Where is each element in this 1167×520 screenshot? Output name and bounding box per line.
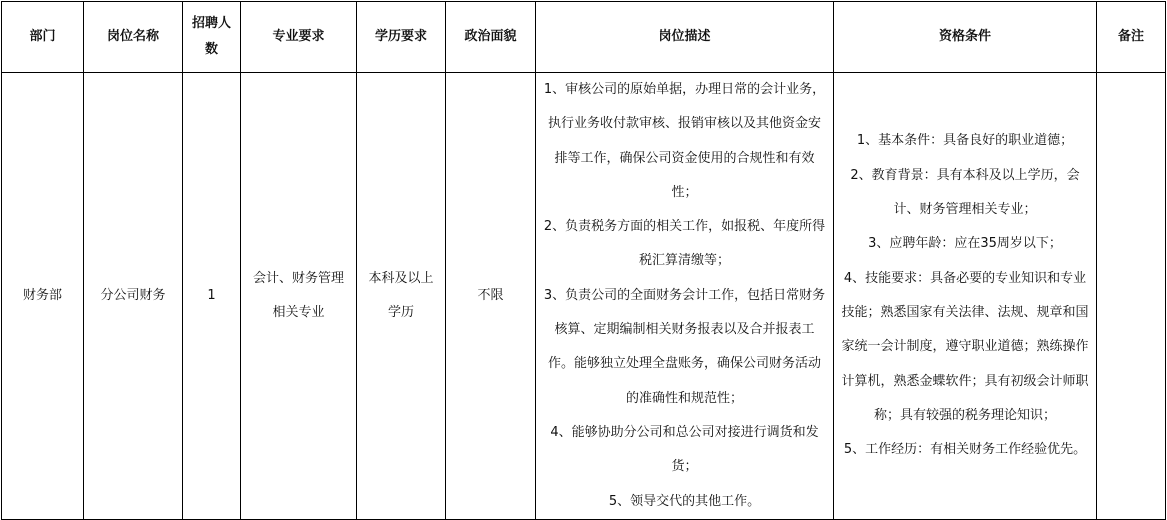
cell-count: 1: [183, 73, 241, 520]
qualification-item: 1、基本条件：具备良好的职业道德；: [856, 133, 1074, 149]
cell-education-line1: 本科及以上: [368, 270, 434, 286]
header-count: [183, 2, 241, 73]
qualification-item: 5、工作经历：有相关财务工作经验优先。: [843, 442, 1087, 458]
header-description: 岗位描述: [536, 2, 834, 73]
description-item: 1、审核公司的原始单据，办理日常的会计业务，执行业务收付款审核、报销审核以及其他资金安排等工作，确保公司资金使用的合规性和有效性；: [543, 82, 826, 200]
recruitment-table: [1, 1, 1166, 520]
cell-qualifications: [834, 73, 1097, 520]
header-major: 专业要求: [241, 2, 357, 73]
cell-position: 分公司财务: [84, 73, 183, 520]
cell-remarks: [1097, 73, 1166, 520]
cell-major-line1: 会计、财务管理: [252, 270, 344, 286]
header-row: [2, 2, 1166, 73]
qualification-item: 4、技能要求：具备必要的专业知识和专业技能；熟悉国家有关法律、法规、规章和国家统一会计制度，遵守职业道德；熟练操作计算机，熟悉金蝶软件；具有初级会计师职称；具有较强的税务理论知识；: [841, 270, 1089, 423]
description-item: 4、能够协助分公司和总公司对接进行调货和发货；: [550, 424, 819, 475]
header-dept: 部门: [2, 2, 84, 73]
cell-major-line2: 相关专业: [272, 304, 325, 320]
header-qualifications: 资格条件: [834, 2, 1097, 73]
description-item: 2、负责税务方面的相关工作，如报税、年度所得税汇算清缴等；: [543, 219, 826, 269]
description-item: 3、负责公司的全面财务会计工作，包括日常财务核算、定期编制相关财务报表以及合并报表工作。能够独立处理全盘账务，确保公司财务活动的准确性和规范性；: [543, 287, 826, 406]
header-remarks: 备注: [1097, 2, 1166, 73]
cell-dept: 财务部: [2, 73, 84, 520]
header-position: 岗位名称: [84, 2, 183, 73]
cell-major: [241, 73, 357, 520]
cell-education: [357, 73, 446, 520]
cell-description: [536, 73, 834, 520]
header-count-line2: 数: [204, 42, 218, 57]
description-item: 5、领导交代的其他工作。: [608, 493, 761, 509]
qualification-item: 3、应聘年龄：应在35周岁以下；: [868, 236, 1062, 252]
header-education: 学历要求: [357, 2, 446, 73]
header-political: 政治面貌: [446, 2, 536, 73]
cell-political: 不限: [446, 73, 536, 520]
cell-education-line2: 学历: [387, 304, 414, 320]
qualification-item: 2、教育背景：具有本科及以上学历，会计、财务管理相关专业；: [850, 167, 1080, 218]
table-row: [2, 73, 1166, 520]
header-count-line1: 招聘人: [191, 16, 231, 31]
